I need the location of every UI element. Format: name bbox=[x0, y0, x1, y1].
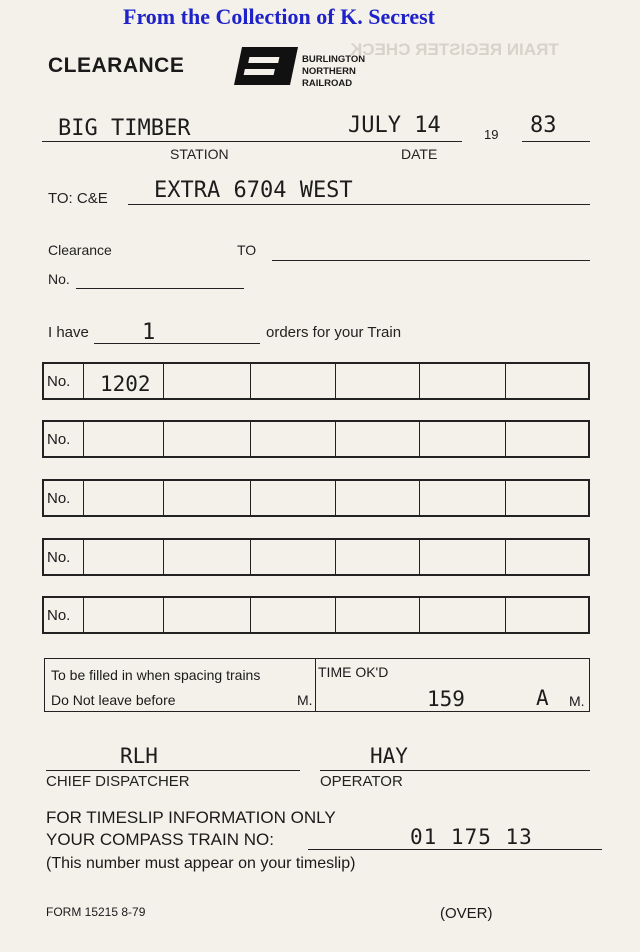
orders-prefix: I have bbox=[48, 324, 89, 341]
clearance-to-line bbox=[272, 260, 590, 261]
bn-logo bbox=[230, 45, 300, 87]
compass-train-no: 01 175 13 bbox=[410, 825, 533, 849]
spacing-box bbox=[44, 658, 590, 712]
logo-line-3: RAILROAD bbox=[302, 78, 353, 89]
date-value: JULY 14 bbox=[348, 113, 441, 138]
operator-label: OPERATOR bbox=[320, 773, 403, 790]
order-row-4 bbox=[42, 538, 590, 576]
dispatcher-label: CHIEF DISPATCHER bbox=[46, 773, 190, 790]
orders-count: 1 bbox=[142, 320, 156, 345]
year-line bbox=[522, 141, 590, 142]
collection-watermark: From the Collection of K. Secrest bbox=[123, 4, 435, 29]
orders-count-line bbox=[94, 343, 260, 344]
dispatcher-line bbox=[46, 770, 300, 771]
order-row-5 bbox=[42, 596, 590, 634]
timeslip-note: (This number must appear on your timeslip) bbox=[46, 855, 356, 872]
compass-train-line bbox=[308, 849, 602, 850]
order-row-label: No. bbox=[47, 549, 71, 566]
am-pm-value: A bbox=[536, 686, 549, 710]
timeslip-line-1: FOR TIMESLIP INFORMATION ONLY bbox=[46, 808, 336, 827]
year-value: 83 bbox=[530, 113, 557, 138]
order-row-3 bbox=[42, 479, 590, 517]
logo-line-2: NORTHERN bbox=[302, 66, 356, 77]
order-row-1 bbox=[42, 362, 590, 400]
timeslip-line-2: YOUR COMPASS TRAIN NO: bbox=[46, 830, 274, 849]
to-line bbox=[128, 204, 590, 205]
dispatcher-value: RLH bbox=[120, 744, 158, 768]
logo-wordmark bbox=[302, 54, 365, 90]
date-label: DATE bbox=[401, 146, 438, 162]
station-date-line bbox=[42, 141, 462, 142]
to-label: TO: C&E bbox=[48, 190, 108, 207]
to-value: EXTRA 6704 WEST bbox=[154, 178, 353, 203]
clearance-no-label: No. bbox=[48, 271, 70, 287]
order-row-label: No. bbox=[47, 431, 71, 448]
clearance-to-label: TO bbox=[237, 242, 257, 258]
time-m-label: M. bbox=[569, 693, 585, 709]
form-title: CLEARANCE bbox=[48, 54, 185, 77]
spacing-m-label: M. bbox=[297, 692, 313, 708]
over-label: (OVER) bbox=[440, 905, 493, 922]
time-okd-label: TIME OK'D bbox=[318, 664, 389, 680]
logo-line-1: BURLINGTON bbox=[302, 54, 366, 65]
order-row-2 bbox=[42, 420, 590, 458]
form-number: FORM 15215 8-79 bbox=[46, 905, 146, 919]
spacing-line-2: Do Not leave before bbox=[51, 692, 176, 708]
orders-suffix: orders for your Train bbox=[266, 324, 402, 341]
station-value: BIG TIMBER bbox=[58, 116, 191, 141]
operator-line bbox=[320, 770, 590, 771]
operator-value: HAY bbox=[370, 744, 408, 768]
clearance-label: Clearance bbox=[48, 242, 112, 258]
clearance-no-line bbox=[76, 288, 244, 289]
station-label: STATION bbox=[170, 146, 229, 162]
order-row-label: No. bbox=[47, 490, 71, 507]
bn-logo-icon bbox=[230, 45, 300, 87]
time-okd-value: 159 bbox=[427, 687, 465, 711]
order-row-label: No. bbox=[47, 607, 71, 624]
order-row-label: No. bbox=[47, 373, 71, 390]
bleed-through-text: TRAIN REGISTER CHECK bbox=[350, 40, 559, 59]
order-number-value: 1202 bbox=[100, 372, 151, 396]
spacing-line-1: To be filled in when spacing trains bbox=[51, 667, 261, 683]
century-label: 19 bbox=[484, 127, 499, 142]
